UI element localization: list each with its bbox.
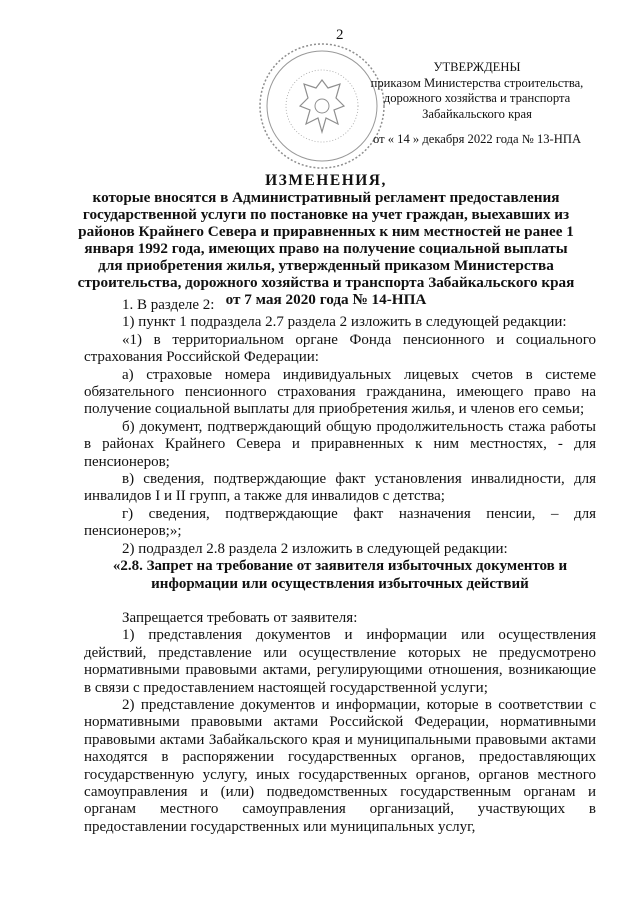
approval-line: приказом Министерства строительства, [370,75,584,90]
approval-date: от « 14 » декабря 2022 года № 13-НПА [372,132,582,146]
paragraph: б) документ, подтверждающий общую продолжительность стажа работы в районах Крайнего Севера и приравненных к ним местностях, - для пенсионеров; [84,418,596,470]
approval-block [352,60,602,148]
document-title [76,172,576,308]
paragraph: г) сведения, подтверждающие факт назначения пенсии, – для пенсионеров;»; [84,505,596,540]
spacer [84,593,596,610]
approval-line: Забайкальского края [422,106,532,121]
page-number: 2 [336,27,344,43]
approval-heading: УТВЕРЖДЕНЫ [433,60,521,74]
section-subheading: «2.8. Запрет на требование от заявителя избыточных документов и информации или осуществления избыточных действий [112,558,568,592]
paragraph: в) сведения, подтверждающие факт установления инвалидности, для инвалидов I и II групп, а также для инвалидов с детства; [84,471,596,505]
approval-line: дорожного хозяйства и транспорта [383,91,571,105]
title-text: которые вносятся в Административный регламент предоставления государственной услуги по постановке на учет граждан, выехавших из районов Крайнего Севера и приравненных к ним местностей не ранее 1 января 1992 года, имеющих право на получение социальной выплаты для приобретения жилья, утвержденный приказом Министерства строительства, дорожного хозяйства и транспорта Забайкальского края от 7 мая 2020 года № 14-НПА [77,189,575,308]
paragraph: а) страховые номера индивидуальных лицевых счетов в системе обязательного пенсионного страхования гражданина, имеющего право на получение социальной выплаты для приобретения жилья, и членов его семьи; [84,366,596,418]
paragraph: «1) в территориальном органе Фонда пенсионного и социального страхования Российской Федерации: [84,331,596,366]
paragraph: Запрещается требовать от заявителя: [122,609,358,626]
paragraph: 1) представления документов и информации или осуществления действий, представление или осуществление которых не предусмотрено нормативными правовыми актами, регулирующими отношения, возникающие в связи с предоставлением настоящей государственной услуги; [84,627,596,696]
document-body [84,297,596,836]
paragraph: 2) подраздел 2.8 раздела 2 изложить в следующей редакции: [122,540,508,557]
paragraph: 1. В разделе 2: [122,297,215,313]
paragraph: 1) пункт 1 подраздела 2.7 раздела 2 изложить в следующей редакции: [122,314,567,331]
paragraph: 2) представление документов и информации, которые в соответствии с нормативными правовыми актами Российской Федерации, нормативными правовыми актами Забайкальского края и муниципальными правовыми актами находятся в распоряжении государственных органов, предоставляющих государственную услугу, иных государственных органов, органов местного самоуправления и (или) подведомственных государственным органам и органам местного самоуправления организаций, участвующих в предоставлении государственных или муниципальных услуг, [84,696,596,835]
title-heading: ИЗМЕНЕНИЯ, [265,172,387,189]
